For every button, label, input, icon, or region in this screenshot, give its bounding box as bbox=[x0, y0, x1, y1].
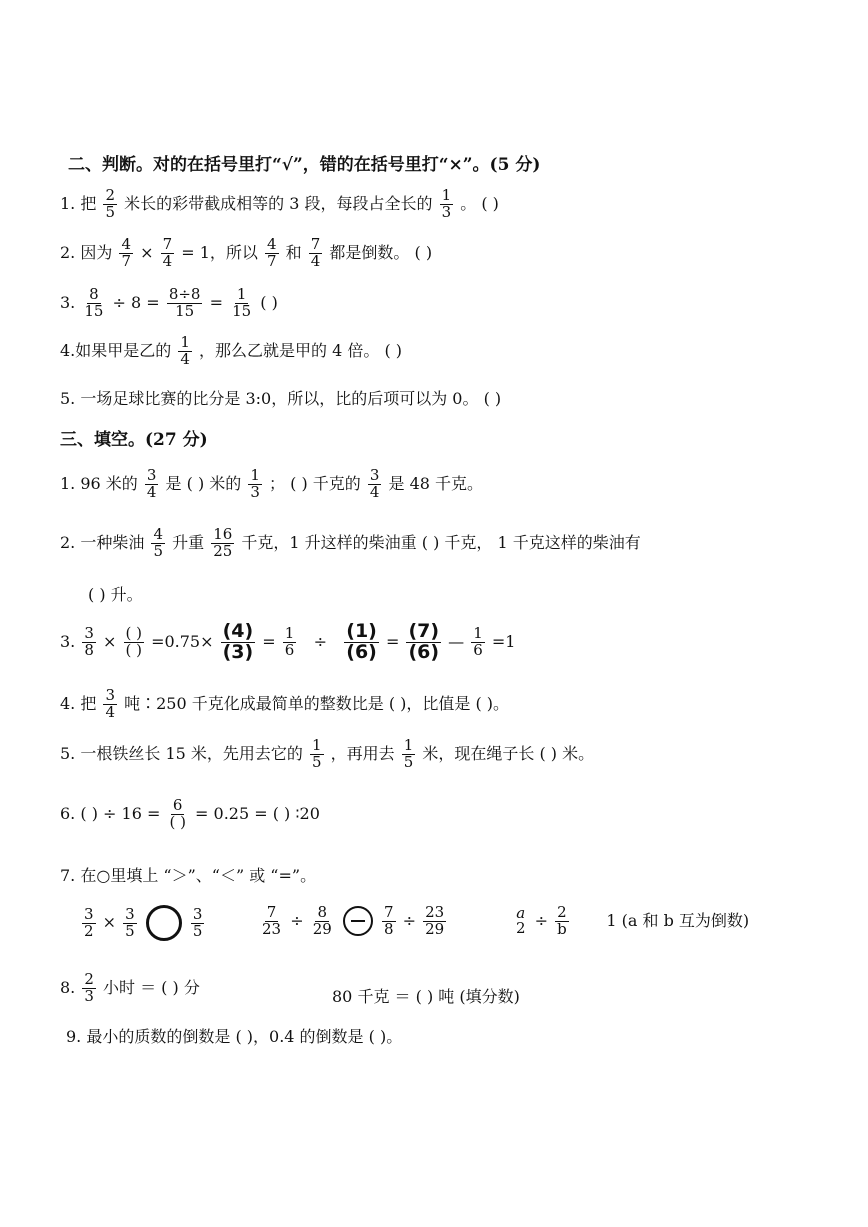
fraction: $\frac{7}{4}$ bbox=[162, 235, 173, 270]
judge-q5: 5. 一场足球比赛的比分是 3:0，所以，比的后项可以为 0。 ( ) bbox=[60, 389, 502, 408]
fraction: $\frac{2}{b}$ bbox=[557, 903, 567, 938]
fill-q4: 4. 把 $\frac{3}{4}$ 吨∶250 千克化成最简单的整数比是 ( )，比值是 ( )。 bbox=[60, 686, 510, 721]
fraction: $\frac{1}{6}$ bbox=[473, 624, 483, 659]
fill-q6: 6. ( ) ÷ 16 = $\frac{6}{( )}$ = 0.25 = ( ) ∶20 bbox=[60, 796, 320, 831]
judge-q3: 3. $\frac{8}{15}$ ÷ 8 = $\frac{8\div 8}{15}$ = $\frac{1}{15}$ ( ) bbox=[60, 285, 278, 320]
fraction: a 2 bbox=[516, 903, 526, 938]
fraction: $\frac{7}{8}$ bbox=[383, 903, 394, 938]
section-2-title: 二、判断。对的在括号里打“√”，错的在括号里打“×”。(5 分) bbox=[68, 155, 541, 175]
fraction: $\frac{1}{5}$ bbox=[312, 736, 322, 771]
answer-paren[interactable]: ( ) bbox=[481, 193, 499, 213]
section-3-title: 三、填空。(27 分) bbox=[60, 430, 208, 450]
compare-expr-2: $\frac{7}{23}$ ÷ $\frac{8}{29}$ $\frac{7}{8}$ ÷ $\frac{23}{29}$ bbox=[262, 903, 445, 938]
compare-expr-1: $\frac{3}{2}$ × $\frac{3}{5}$ $\frac{3}{5}$ bbox=[84, 904, 203, 940]
handwritten-fraction: $\frac{(1)}{(6)}$ bbox=[346, 620, 377, 663]
fraction: $\frac{4}{7}$ bbox=[121, 235, 132, 270]
fill-q3: 3. $\frac{3}{8}$ × $\frac{( )}{( )}$ =0.75× $\frac{(4)}{(3)}$ = $\frac{1}{6}$ ÷ $\frac{(1)}{(6)}$ = $\frac{(7)}{(6)}$ — $\frac{1}{6}$ =1 bbox=[60, 620, 516, 663]
fraction: $\frac{1}{3}$ bbox=[250, 466, 260, 501]
judge-q4: 4.如果甲是乙的 $\frac{1}{4}$ ，那么乙就是甲的 4 倍。 ( ) bbox=[60, 333, 403, 368]
fraction: $\frac{1}{4}$ bbox=[180, 333, 190, 368]
fraction: $\frac{3}{5}$ bbox=[125, 904, 135, 940]
answer-paren[interactable]: ( ) bbox=[483, 389, 502, 408]
compare-tail: 1 (a 和 b 互为倒数) bbox=[606, 910, 750, 930]
fraction: $\frac{4}{7}$ bbox=[267, 235, 277, 270]
fraction: $\frac{16}{25}$ bbox=[213, 525, 233, 560]
answer-paren[interactable]: ( ) bbox=[384, 340, 403, 360]
answer-paren[interactable]: ( ) bbox=[414, 242, 433, 262]
fraction: $\frac{3}{4}$ bbox=[105, 686, 116, 721]
fraction: $\frac{4}{5}$ bbox=[153, 525, 164, 560]
fraction: $\frac{3}{4}$ bbox=[146, 466, 157, 501]
fill-q2-line2[interactable]: ( ) 升。 bbox=[88, 585, 143, 604]
fraction: $\frac{23}{29}$ bbox=[425, 903, 445, 938]
fraction: $\frac{7}{23}$ bbox=[262, 903, 282, 938]
judge-q2: 2. 因为 $\frac{4}{7}$ × $\frac{7}{4}$ = 1，所以 $\frac{4}{7}$ 和 $\frac{7}{4}$ 都是倒数。 ( ) bbox=[60, 235, 433, 270]
fraction: $\frac{1}{5}$ bbox=[403, 736, 414, 771]
fraction: $\frac{2}{3}$ bbox=[84, 970, 94, 1005]
fill-q7: 7. 在○里填上 “＞”、“＜” 或 “=”。 bbox=[60, 866, 317, 885]
answer-paren[interactable]: ( ) bbox=[260, 292, 278, 312]
fraction: $\frac{7}{4}$ bbox=[310, 235, 321, 270]
fill-q9: 9. 最小的质数的倒数是 ( )，0.4 的倒数是 ( )。 bbox=[66, 1027, 403, 1046]
handwritten-fraction: $\frac{(4)}{(3)}$ bbox=[222, 620, 254, 663]
fraction: $\frac{3}{2}$ bbox=[84, 904, 94, 940]
compare-circle[interactable] bbox=[146, 905, 182, 941]
fraction: $\frac{2}{5}$ bbox=[105, 186, 116, 221]
fill-q8-part2[interactable]: 80 千克 ＝ ( ) 吨 (填分数) bbox=[332, 987, 520, 1006]
fill-q1: 1. 96 米的 $\frac{3}{4}$ 是 ( ) 米的 $\frac{1}{3}$ ； ( ) 千克的 $\frac{3}{4}$ 是 48 千克。 bbox=[60, 466, 484, 501]
fill-q2: 2. 一种柴油 $\frac{4}{5}$ 升重 $\frac{16}{25}$ 千克，1 升这样的柴油重 ( ) 千克， 1 千克这样的柴油有 bbox=[60, 525, 641, 560]
fraction: $\frac{3}{4}$ bbox=[369, 466, 380, 501]
fraction: $\frac{8\div 8}{15}$ bbox=[168, 285, 201, 320]
handwritten-fraction: $\frac{(7)}{(6)}$ bbox=[408, 620, 440, 663]
fraction: $\frac{8}{15}$ bbox=[84, 285, 104, 320]
fill-q8: 8. $\frac{2}{3}$ 小时 ＝ ( ) 分 bbox=[60, 970, 200, 1005]
judge-q1: 1. 把 $\frac{2}{5}$ 米长的彩带截成相等的 3 段，每段占全长的 $\frac{1}{3}$ 。 ( ) bbox=[60, 186, 499, 221]
compare-circle-minus[interactable] bbox=[343, 906, 373, 936]
fraction: $\frac{1}{3}$ bbox=[441, 186, 452, 221]
blank-fraction[interactable]: $\frac{( )}{( )}$ bbox=[125, 624, 142, 659]
fraction: $\frac{3}{8}$ bbox=[84, 624, 94, 659]
fraction: $\frac{3}{5}$ bbox=[192, 904, 203, 940]
fill-q5: 5. 一根铁丝长 15 米，先用去它的 $\frac{1}{5}$ ，再用去 $\frac{1}{5}$ 米，现在绳子长 ( ) 米。 bbox=[60, 736, 595, 771]
fraction: $\frac{1}{15}$ bbox=[232, 285, 252, 320]
compare-expr-3: a 2 ÷ $\frac{2}{b}$ 1 (a 和 b 互为倒数) bbox=[516, 903, 750, 938]
fraction: $\frac{8}{29}$ bbox=[312, 903, 332, 938]
blank-fraction[interactable]: $\frac{6}{( )}$ bbox=[169, 796, 186, 831]
fraction: $\frac{1}{6}$ bbox=[284, 624, 295, 659]
